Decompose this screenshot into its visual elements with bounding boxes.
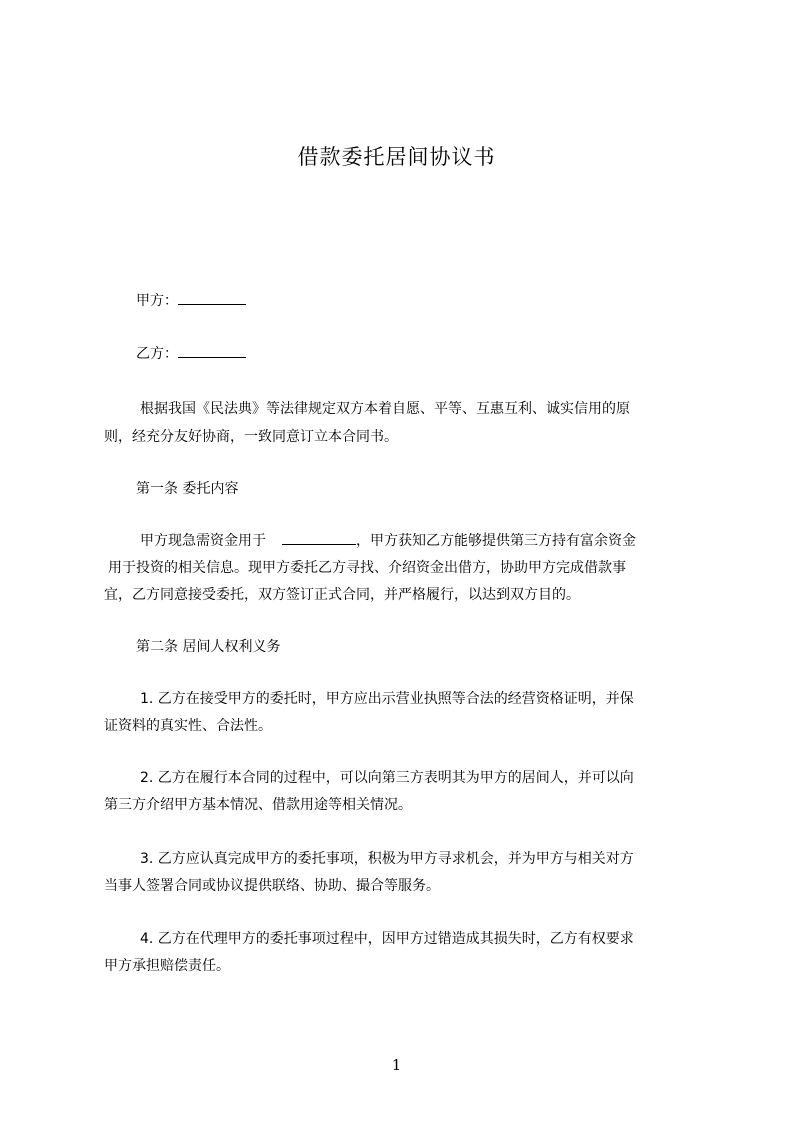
party-a-line	[136, 292, 246, 310]
party-b-label: 乙方：	[136, 346, 178, 362]
purpose-blank	[282, 532, 356, 545]
article2-item-4-line-2: 甲方承担赔偿责任。	[104, 958, 230, 974]
article2-item-4-line-1: 4. 乙方在代理甲方的委托事项过程中，因甲方过错造成其损失时，乙方有权要求	[140, 931, 634, 947]
article1-line1-before: 甲方现急需资金用于	[140, 533, 266, 549]
page-number: 1	[391, 1056, 402, 1074]
party-b-blank	[178, 345, 246, 358]
article2-item-3-line-2: 当事人签署合同或协议提供联络、协助、撮合等服务。	[104, 878, 440, 894]
preamble-line-2: 则，经充分友好协商，一致同意订立本合同书。	[104, 429, 398, 445]
article1-line-2: 用于投资的相关信息。现甲方委托乙方寻找、介绍资金出借方，协助甲方完成借款事	[108, 560, 626, 576]
preamble-line-1: 根据我国《民法典》等法律规定双方本着自愿、平等、互惠互利、诚实信用的原	[140, 401, 630, 417]
article2-heading: 第二条 居间人权利义务	[136, 639, 281, 655]
article1-line-1	[140, 532, 636, 550]
article2-item-2-line-1: 2. 乙方在履行本合同的过程中，可以向第三方表明其为甲方的居间人，并可以向	[140, 770, 634, 786]
article2-item-3-line-1: 3. 乙方应认真完成甲方的委托事项，积极为甲方寻求机会，并为甲方与相关对方	[140, 851, 634, 867]
document-title: 借款委托居间协议书	[297, 145, 496, 169]
article2-item-1-line-1: 1. 乙方在接受甲方的委托时，甲方应出示营业执照等合法的经营资格证明，并保	[140, 691, 634, 707]
article1-line1-after: ，甲方获知乙方能够提供第三方持有富余资金	[356, 533, 636, 549]
party-a-blank	[178, 292, 246, 305]
article1-heading: 第一条 委托内容	[136, 481, 239, 497]
party-b-line	[136, 345, 246, 363]
article1-line-3: 宜，乙方同意接受委托，双方签订正式合同，并严格履行，以达到双方目的。	[104, 587, 580, 603]
article2-item-1-line-2: 证资料的真实性、合法性。	[104, 718, 272, 734]
article2-item-2-line-2: 第三方介绍甲方基本情况、借款用途等相关情况。	[104, 797, 412, 813]
party-a-label: 甲方：	[136, 293, 178, 309]
